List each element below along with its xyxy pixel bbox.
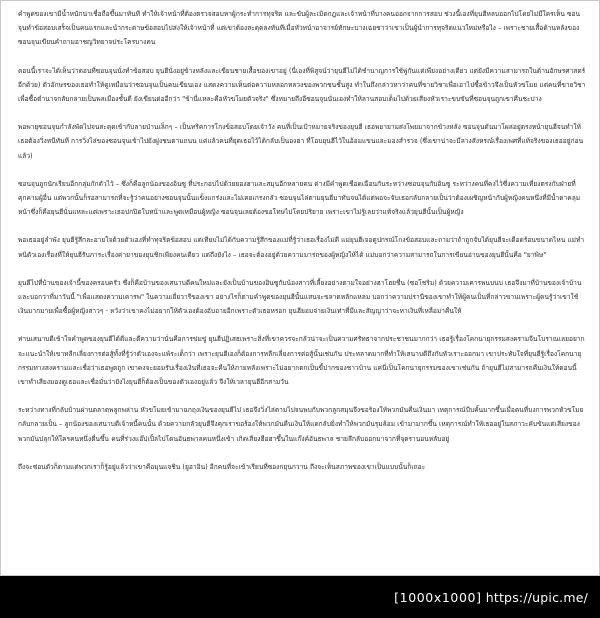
image-dimensions-label: [1000x1000] [394,589,482,605]
paragraph: ตอนนี้เราจะได้เห็นว่าตอนที่ซอนจุนนั่งทำข้อสอบ ยุนฮีนั่งอยู่ข้างหลังและเขียนชายเสื้อของเขาอยู่ (นี่เองที่พิสูจน์ว่ายุนฮีไม่ได้ชำนาญการใช้พู่กันแต่เพียงอย่างเดียว แต่ยังมีความสามารถในด้านอักษรศาสตร์อีกด้วย) ตัวอักษรของเธอทำให้ดูเหมือนว่าซอนจุนเป็นคนเขียนเอง แสดงความเห็นต่อความหลอกหลวงของพวกชนชั้นสูง ทำในถึงกล่าวหาว่าคนที่ขายวิชาเพื่อเอาไปซื้อข้าวจึงเป็นหัวขโมย แต่คนที่ขายวิชาเพื่อซื้อตำนาจกลับกลายเป็นพลเมืองชั้นดี ยังเขียนต่ออีกว่า "ข้านี่แหละคือหัวขโมยตัวจริง" ซึ่งหมายถึงอีซอนจุนนั่นเองทำให้ลานสอบเต็มไปด้วยเสียงหัวเราะขบขันที่ซอนจุนถูกเขาคืนชะบ่าง [18,66,586,104]
source-url-label: https://upic.me/ [485,589,588,605]
document-body [1,1,599,474]
paragraph: ท่านเสนาบดีเข้าใจคำพูดของยุนฮีได้ดีและตีความว่านั่นคือการข่มขู่ ยุนฮีปฏิเสธเพราะสิ่งที่เขาควรจะกลัวน่าจะเป็นความศรัทธาจากประชาชนมากกว่า เธอรู้เรื่องโคกนายุกรรมสงครามจีนโบราณเลยอยากจะแนะนำให้เขาหลีกเลี่ยงการต่อสู้ทั้งที่รู้ว่าตัวเองจะแพ้ระเด็กว่า เพราะยุนฮีเองก็ต้องการหลีกเลี่ยงการต่อสู้นั้นเช่นกัน ประหลาดมากที่ทำให้เสนาบดีถึงกับหัวเราะออกมา เขาประทับใจที่ยุนฮีรู้เรื่องโคกนายุกรรมทางสงครามและเชื่อว่าเธอพูดถูก เขาคงจะยอมรับเรื่องเงินที่เธอจะคืนให้ภายหลังเพราะไม่อยากตกเป็นขี้ปากของชาวบ้าน แค่นี่เป็นโคกนายุกรรมของเขาเช่นกัน ถ้ายุนฮีไม่สามารถคืนเงินให้ตอนนี้ เขาทำเสียงมองดูเธอและเชื่อมั่นว่ายังไงยุนฮีก็ต้องเป็นของตัวเองอยู่แล้ว จึงให้เวลายุนฮีอีกสามวัน [18,335,585,387]
footer-watermark-bar [0,576,600,618]
paragraph: ถึงจะซ่อนตัวก็ตามแต่พวกเราก็รู้อยู่แล้วว่าเขาคือมุนแจชิน (ยูอาอิน) อีกคนที่จะเข้าเรียนที่ซองกยุนกวาน ถึงจะเห็นสภาพของเขาเป็นแบบนั้นก็เถอะ [18,462,426,471]
paragraph: พอพายุซอนจุนกำลังพัดไปจนสะดุดเข้ากับลายป่านเล็กๆ – เป็นทริคการโกงข้อสอบโดยเจ้าวัง คนที่เป็นเป้าหมายจริงของยุนฮี เธอพยายามส่งโพยมาจากข้างหลัง ซอนจุนดันมาโผล่อยู่ตรงหน้ายุนฮีจนทำให้เธอต้องวิ่งหนีทันที การวิ่งไล่ของซอนจุนเข้าไปยังฝูงชนตามถนน แต่แล้วคนที่ยุดเธอไว้ได้กลับเป็นองฮา ที่โอบยุนฮีไว้ในอ้อมแขนและมองสำรวจ (ซึ่งเขาน่าจะมีลางสังหรณ์เรื่องเพศที่แท้จริงของเธออยู่ก่อนแล้ว) [18,123,584,160]
footer-caption [394,590,588,605]
paragraph: คำพูดของเขามีน้ำหนักน่าเชื่อถือขึ้นมาทันที ทำให้เจ้าหน้าที่ต้องตรวจสอบหาผู้กระทำการทุจริต และขับผู้ละเมิดกฎและเจ้าหน้าที่บางคนออกจากการสอบ ช่วงนี้เองที่ยุนฮีหลบออกไปโดยไม่มีใครเห็น ซอนจุนทำข้อสอบเสร็จเป็นคนแรกและนำกระดาษข้อสอบไปส่งให้เจ้าหน้าที่ แต่เขาต้องสะดุดลงทันทีเมื่อหัวหน้าอาจารย์ทักษะบางเฉยชาว่าเขาเป็นผู้นำการทุจริตแนวใหม่หรือไง – เพราะชายเสื้อด้านหลังของซอนจุนเขียนคำถามอาชญวิทยาจประโครบางคน [18,10,580,47]
paragraph: ระหว่างทางที่กลับบ้านผ่านตลาดพลูกพล่าน หัวขโมยเข้ามาฉกถุงเงินของยุนฮีไป เธอจึงวิ่งไล่ตามไปจนพบกับพวกลูกสมุนจึงขอร้องให้พวกมันคืนเงินมา เหตุการณ์บีบคั้นมากขึ้นเมื่อคนที่บงการพวกหัวขโมยกลับกลายเป็น – ลูกน้องของเสนาบดีเจ้าหนี้คนนั้น ด้วยความกลัวยุนฮีจึงคุกเราขอร้องให้พวกมันคืนเงินให้แตกลับยิ่งทำให้พวกมันรุมล้อม เข้ามามากขึ้น เหตุการณ์ทำให้เธออยู่ในสภาวะคับขันแต่เสียงของพวกมันปลุกให้ใครคนหนึ่งตื่นขึ้น คนที่ร่วงแอ๊ปเปิ้ลไปโดนอันธพาลคนหนึ่งเข้า เกิดเสียงฮือฮาขึ้นในแก๊งค์อันธพาล ชายลึกลับออกมาจากที่จุดรานอนหลับอยู่ [18,406,584,443]
paragraph: พอเธออยู่ลำพัง ยุนฮีรู้สึกละอายใจด้วยตัวเองที่ทำทุจริตข้อสอบ แต่เทียบไม่ได้กับความรู้สึกของแม่ที่รู้ว่าเธอเรื่องไม่ดี แม่ยุนฮีเจอดูปกรณ์โกงข้อสอบและถามว่าถ้าถูกจับได้ยุนฮีจะเดือดร้อนขนาดไหน แม่ทำหนิดัวเองเรื่องที่ให้ยุนฮีรับภาระเรื่องค่ายาของยุนชิกเพียงคนเดียว แต่ถึงยังไง – เธอจะต้องอยู่ด้วยความมารถของผู้หญิงให้ได้ แม่บอกว่าความสามารถในการเขียนอ่านของยุนฮีนั้นคือ "ยาพิษ" [18,236,585,259]
paragraph: ซอนจุนถูกนักเรียนอีกกลุ่มกักตัวไว้ – ซึ่งก็คือลูกน้องของอินซู ที่ประกอบไปด้วยยองฮาและสมุนอีกหลายคน ต่างมีคำพูดเชือดเฉือนกันระหว่างซอนจุนกับอินซู ระหว่างคนที่คงไว้ซึ่งความเที่ยงตรงกับฝ่ายที่คุกคามผู้อื่น แต่พวกนั้นก็รอสามารถที่จะรู้ว่าคนอย่างซอนจุนนั้นแข็งแกร่งและไม่เคยเกรงกลัว ซอนจุนไล่ตามยุนฮีมาทันจนได้แต่พอจะจับเธอกลับกลายเป็นว่าต้องเผชิญหน้ากับผู้หญิงคนหนึ่งที่มีน้ำตาคลุมหน้าซึ่งก็คือยุนฮีนั่นแหละแต่เพราะเธอปกปิดใบหน้าและพูดเหมือนผู้หญิง ซอนจุนเลยต้องขอโทษไปโดยปริยาย เพราะเขาไม่รู้เลยว่าแท้จริงแล้วยุนฮีนั้นเป็นผู้หญิง [18,179,581,217]
paragraph: ยุนฮีไปที่บ้านของเจ้านี้ของครอบครัว ซึ่งก็คือบ้านของเสนาบดีคนใหม่และยังเป็นบ้านของอินซูกับน้องสาวที่เลี้ยงอย่างตามใจอย่างฮาโฮยชื่น (ซอโชริม) ด้วยความเคารพนบนบ เธอจึงมาที่บ้านของเจ้าบ้านและบอกว่าที่มาวันนี้ "เพื่อแสดงความเคารพ" ในความเยี่ยวารีของเขา อย่างไรก็ตามคำพูดของยุนฮีนั้นแสนจะขลาดหลักแหลม บอกว่าความปรานีของเขาทำให้ผู้คนเป็นที่กล่าวขานเพราะผู้คนรู้ว่าเขาใช้เงินมากมายเพื่อซื้อผู้หญิงสาวๆ - หวังว่าเขาคงไม่อยากให้ตัวเองต้องอับอายอีกเพราะตัวเธอหรอก ยุนฮียอมจ่ายเงินเท่าที่มีและสัญญาว่าจะหาเงินที่เหลือมาคืนให้ [18,278,582,316]
